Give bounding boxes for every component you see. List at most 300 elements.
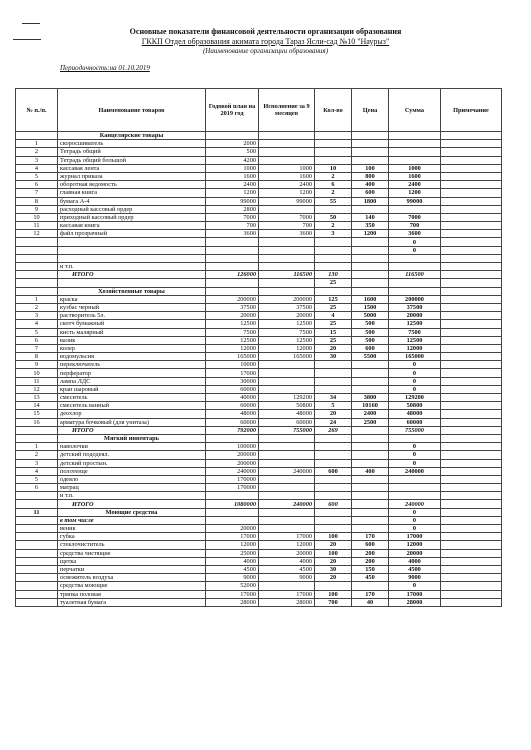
table-cell: 2 <box>315 172 352 180</box>
table-cell: и т.п. <box>58 492 206 500</box>
table-cell <box>441 549 502 557</box>
table-row <box>16 492 502 500</box>
table-cell: 10000 <box>206 361 259 369</box>
table-cell: 240000 <box>206 467 259 475</box>
table-cell: 165000 <box>389 353 441 361</box>
table-cell <box>16 574 58 582</box>
table-cell: 7500 <box>389 328 441 336</box>
table-cell: 2400 <box>206 181 259 189</box>
table-cell <box>315 238 352 246</box>
table-cell <box>352 132 389 140</box>
table-cell: 2500 <box>352 418 389 426</box>
table-cell <box>352 492 389 500</box>
table-row <box>16 295 502 303</box>
table-cell: перфератор <box>58 369 206 377</box>
table-cell: 1000 <box>259 164 315 172</box>
table-cell <box>441 279 502 287</box>
table-cell: водомульсия <box>58 353 206 361</box>
table-cell <box>441 402 502 410</box>
table-cell <box>389 205 441 213</box>
table-cell: и т.п. <box>58 263 206 271</box>
table-cell <box>315 156 352 164</box>
table-cell: 7 <box>16 344 58 352</box>
table-cell: 10 <box>16 369 58 377</box>
table-cell <box>352 287 389 295</box>
table-cell: 5 <box>315 402 352 410</box>
table-cell <box>315 443 352 451</box>
table-row <box>16 222 502 230</box>
table-cell <box>441 361 502 369</box>
table-cell <box>441 156 502 164</box>
table-cell <box>441 320 502 328</box>
table-row <box>16 361 502 369</box>
table-row <box>16 402 502 410</box>
table-cell: 7500 <box>206 328 259 336</box>
table-cell: 116500 <box>389 271 441 279</box>
table-cell: 12000 <box>259 541 315 549</box>
table-cell: 0 <box>389 582 441 590</box>
table-cell <box>441 238 502 246</box>
table-cell <box>259 148 315 156</box>
table-cell: 9 <box>16 361 58 369</box>
table-cell: 600 <box>352 541 389 549</box>
table-cell: 20000 <box>259 312 315 320</box>
table-cell: 400 <box>352 467 389 475</box>
table-cell: деохлор <box>58 410 206 418</box>
table-row <box>16 279 502 287</box>
table-row <box>16 238 502 246</box>
table-cell <box>259 254 315 262</box>
table-cell: 12000 <box>259 344 315 352</box>
table-cell <box>441 516 502 524</box>
table-row <box>16 410 502 418</box>
table-cell: 130 <box>315 271 352 279</box>
table-row <box>16 467 502 475</box>
table-cell <box>206 279 259 287</box>
table-cell: 1200 <box>352 230 389 238</box>
table-cell: 20 <box>315 541 352 549</box>
table-row <box>16 263 502 271</box>
table-cell <box>441 295 502 303</box>
table-body <box>16 132 502 607</box>
table-cell: 5 <box>16 328 58 336</box>
table-cell: 20000 <box>389 549 441 557</box>
table-cell <box>16 549 58 557</box>
table-cell <box>206 492 259 500</box>
total-row <box>16 500 502 508</box>
table-cell <box>259 132 315 140</box>
table-cell <box>259 492 315 500</box>
table-cell: 3 <box>315 230 352 238</box>
table-cell: 165000 <box>259 353 315 361</box>
table-cell <box>259 361 315 369</box>
table-cell: 5 <box>16 172 58 180</box>
table-cell <box>16 434 58 442</box>
table-cell <box>206 254 259 262</box>
table-cell <box>389 140 441 148</box>
table-cell: переключатель <box>58 361 206 369</box>
table-cell <box>389 132 441 140</box>
table-cell: оборотная ведомость <box>58 181 206 189</box>
column-header: Примечание <box>441 89 502 132</box>
table-cell <box>441 500 502 508</box>
table-cell <box>441 565 502 573</box>
table-cell: 792000 <box>206 426 259 434</box>
table-row <box>16 148 502 156</box>
table-cell: 600 <box>352 344 389 352</box>
table-cell: приходный кассовый ордер <box>58 213 206 221</box>
table-cell <box>441 197 502 205</box>
table-cell <box>441 222 502 230</box>
table-cell <box>315 148 352 156</box>
table-cell: 16 <box>16 418 58 426</box>
table-cell <box>389 263 441 271</box>
section-row <box>16 132 502 140</box>
table-cell: 140 <box>352 213 389 221</box>
table-cell: Тетрадь общий большой <box>58 156 206 164</box>
table-cell: 12500 <box>389 320 441 328</box>
table-cell: 200000 <box>259 295 315 303</box>
table-cell: 20000 <box>206 312 259 320</box>
table-cell <box>441 394 502 402</box>
table-cell: 40000 <box>206 394 259 402</box>
table-cell: 13 <box>16 394 58 402</box>
table-cell: Моющие средства <box>58 508 206 516</box>
table-cell <box>16 254 58 262</box>
table-cell: 240000 <box>389 500 441 508</box>
table-cell: 0 <box>389 516 441 524</box>
table-cell <box>441 541 502 549</box>
table-cell <box>441 410 502 418</box>
table-cell: 40 <box>352 598 389 606</box>
table-cell: 0 <box>389 238 441 246</box>
table-cell <box>352 254 389 262</box>
table-cell: 17000 <box>389 590 441 598</box>
table-cell <box>352 263 389 271</box>
table-cell: 0 <box>389 361 441 369</box>
table-cell: 12000 <box>389 541 441 549</box>
table-cell: 500 <box>206 148 259 156</box>
table-cell: 125 <box>315 295 352 303</box>
table-cell <box>315 246 352 254</box>
table-cell: 50 <box>315 213 352 221</box>
organization-caption: (Наименование организации образования) <box>202 47 329 55</box>
table-cell: 5000 <box>352 312 389 320</box>
table-cell <box>352 246 389 254</box>
table-cell <box>315 254 352 262</box>
table-cell <box>441 189 502 197</box>
table-cell: арматура бочковый (для унитаза) <box>58 418 206 426</box>
table-cell <box>259 263 315 271</box>
table-row <box>16 459 502 467</box>
table-cell <box>441 263 502 271</box>
table-cell <box>352 459 389 467</box>
table-cell: 500 <box>352 320 389 328</box>
table-cell: 48000 <box>259 410 315 418</box>
table-cell <box>206 246 259 254</box>
table-row <box>16 328 502 336</box>
table-cell: 1600 <box>389 172 441 180</box>
table-cell: 4200 <box>206 156 259 164</box>
table-cell: 6 <box>315 181 352 189</box>
table-row <box>16 197 502 205</box>
table-cell: 20000 <box>206 525 259 533</box>
table-cell <box>441 344 502 352</box>
table-cell <box>352 426 389 434</box>
table-cell: смеситель <box>58 394 206 402</box>
table-cell: 200000 <box>206 459 259 467</box>
table-cell: 4500 <box>206 565 259 573</box>
table-cell: смеситель ванный <box>58 402 206 410</box>
table-cell <box>352 361 389 369</box>
table-cell: 1200 <box>259 189 315 197</box>
table-cell: матрац <box>58 484 206 492</box>
table-cell: расходный кассовый ордер <box>58 205 206 213</box>
table-cell: 10 <box>315 164 352 172</box>
table-cell: 4 <box>16 320 58 328</box>
total-row <box>16 426 502 434</box>
table-cell <box>441 484 502 492</box>
table-cell: 12 <box>16 385 58 393</box>
table-cell <box>315 361 352 369</box>
table-cell <box>441 205 502 213</box>
table-row <box>16 246 502 254</box>
table-cell: 37500 <box>259 303 315 311</box>
table-cell: 3800 <box>352 394 389 402</box>
table-cell: 100000 <box>206 443 259 451</box>
total-row <box>16 271 502 279</box>
table-cell: 2 <box>315 222 352 230</box>
table-cell <box>315 516 352 524</box>
table-cell <box>352 385 389 393</box>
table-cell <box>352 451 389 459</box>
table-cell <box>16 238 58 246</box>
table-cell <box>259 140 315 148</box>
table-cell: 200 <box>352 557 389 565</box>
table-cell <box>58 279 206 287</box>
table-cell <box>441 418 502 426</box>
table-cell: в том числе <box>58 516 206 524</box>
table-row <box>16 164 502 172</box>
table-cell <box>315 582 352 590</box>
table-cell <box>16 132 58 140</box>
table-cell <box>58 238 206 246</box>
table-cell: кисть малярный <box>58 328 206 336</box>
table-cell: 25 <box>315 320 352 328</box>
table-cell: 50800 <box>259 402 315 410</box>
table-cell: 17000 <box>206 590 259 598</box>
table-cell <box>441 492 502 500</box>
table-row <box>16 451 502 459</box>
table-cell <box>315 369 352 377</box>
table-cell: 12000 <box>389 344 441 352</box>
table-cell: 3600 <box>206 230 259 238</box>
table-cell: 129200 <box>389 394 441 402</box>
table-cell: 700 <box>389 222 441 230</box>
table-cell: 6 <box>16 181 58 189</box>
financial-table <box>15 88 502 607</box>
table-cell <box>16 525 58 533</box>
table-cell: 4500 <box>389 565 441 573</box>
table-cell: 700 <box>206 222 259 230</box>
table-cell: 2 <box>16 303 58 311</box>
table-cell: 755000 <box>389 426 441 434</box>
table-cell: 600 <box>315 500 352 508</box>
table-cell: 1200 <box>389 189 441 197</box>
table-cell: 1 <box>16 295 58 303</box>
column-header: Сумма <box>389 89 441 132</box>
table-cell: 7000 <box>206 213 259 221</box>
table-cell: 9000 <box>389 574 441 582</box>
table-cell <box>16 246 58 254</box>
table-row <box>16 582 502 590</box>
table-cell: 48000 <box>206 410 259 418</box>
table-cell: 60000 <box>206 385 259 393</box>
table-row <box>16 181 502 189</box>
table-cell <box>441 598 502 606</box>
table-cell: Тетрадь общий <box>58 148 206 156</box>
table-cell <box>441 557 502 565</box>
table-cell <box>441 385 502 393</box>
table-cell <box>441 459 502 467</box>
table-cell: 5500 <box>352 353 389 361</box>
table-cell: 600 <box>352 189 389 197</box>
table-cell <box>441 467 502 475</box>
table-cell: 100 <box>315 549 352 557</box>
table-cell <box>16 492 58 500</box>
table-row <box>16 574 502 582</box>
table-cell: 25 <box>315 303 352 311</box>
table-cell <box>259 287 315 295</box>
table-cell: щетка <box>58 557 206 565</box>
period-value: на 01.10.2019 <box>109 64 150 72</box>
table-cell <box>206 287 259 295</box>
table-cell <box>389 484 441 492</box>
table-cell <box>16 557 58 565</box>
table-cell <box>441 148 502 156</box>
table-cell <box>315 287 352 295</box>
table-cell <box>259 582 315 590</box>
table-cell: 150 <box>352 565 389 573</box>
table-cell: 700 <box>259 222 315 230</box>
table-cell: 17000 <box>259 590 315 598</box>
table-cell: 11 <box>16 377 58 385</box>
table-cell: 11 <box>16 508 58 516</box>
table-cell: 200000 <box>206 295 259 303</box>
table-cell <box>441 132 502 140</box>
table-cell <box>16 279 58 287</box>
table-cell <box>441 246 502 254</box>
table-cell: 48000 <box>389 410 441 418</box>
table-cell <box>441 312 502 320</box>
table-cell: 28000 <box>206 598 259 606</box>
table-cell: 99000 <box>389 197 441 205</box>
table-cell <box>352 434 389 442</box>
table-cell <box>352 156 389 164</box>
table-cell <box>259 475 315 483</box>
table-cell <box>259 246 315 254</box>
table-cell: 2400 <box>259 181 315 189</box>
table-row <box>16 590 502 598</box>
table-row <box>16 213 502 221</box>
table-cell: 100 <box>315 590 352 598</box>
table-cell <box>441 213 502 221</box>
table-row <box>16 565 502 573</box>
table-cell: 9000 <box>259 574 315 582</box>
table-row <box>16 533 502 541</box>
table-cell: 116500 <box>259 271 315 279</box>
table-cell <box>441 271 502 279</box>
table-cell <box>206 516 259 524</box>
table-cell <box>441 164 502 172</box>
table-cell <box>259 156 315 164</box>
table-cell: наволочки <box>58 443 206 451</box>
table-cell: 60000 <box>389 418 441 426</box>
table-cell: средства моющие <box>58 582 206 590</box>
table-cell: кран шаровый <box>58 385 206 393</box>
table-cell <box>315 484 352 492</box>
table-cell: 170 <box>352 533 389 541</box>
table-cell: 170000 <box>206 475 259 483</box>
table-cell <box>352 508 389 516</box>
table-cell: 10160 <box>352 402 389 410</box>
table-cell: 170 <box>352 590 389 598</box>
table-cell: 3 <box>16 459 58 467</box>
table-cell <box>259 279 315 287</box>
table-cell <box>352 377 389 385</box>
table-cell <box>389 492 441 500</box>
table-cell: 12 <box>16 230 58 238</box>
table-row <box>16 353 502 361</box>
table-cell: 28000 <box>389 598 441 606</box>
table-cell: детский простын. <box>58 459 206 467</box>
table-cell <box>259 525 315 533</box>
table-cell <box>352 443 389 451</box>
table-cell: 129200 <box>259 394 315 402</box>
table-cell: 12500 <box>206 336 259 344</box>
table-row <box>16 205 502 213</box>
table-cell <box>441 140 502 148</box>
table-cell <box>441 353 502 361</box>
table-cell <box>315 508 352 516</box>
table-cell: лампа ЛДС <box>58 377 206 385</box>
table-cell <box>441 426 502 434</box>
section-row <box>16 508 502 516</box>
table-cell: 1800 <box>352 197 389 205</box>
table-row <box>16 549 502 557</box>
table-cell: ИТОГО <box>58 426 206 434</box>
table-cell: 99000 <box>206 197 259 205</box>
table-cell: 12500 <box>259 320 315 328</box>
table-cell: 8 <box>16 197 58 205</box>
table-cell <box>206 132 259 140</box>
table-cell: 2400 <box>352 410 389 418</box>
table-cell <box>259 434 315 442</box>
table-cell <box>352 475 389 483</box>
table-cell: валик <box>58 336 206 344</box>
table-cell: 34 <box>315 394 352 402</box>
table-cell: 1 <box>16 443 58 451</box>
table-cell: 100 <box>352 164 389 172</box>
table-cell: 20 <box>315 344 352 352</box>
table-cell <box>315 475 352 483</box>
table-cell: 60000 <box>206 418 259 426</box>
table-row <box>16 516 502 524</box>
table-cell: освежитель воздуха <box>58 574 206 582</box>
table-cell: 4 <box>16 164 58 172</box>
table-cell: 25 <box>315 336 352 344</box>
column-header: Годовой план на 2019 год <box>206 89 259 132</box>
